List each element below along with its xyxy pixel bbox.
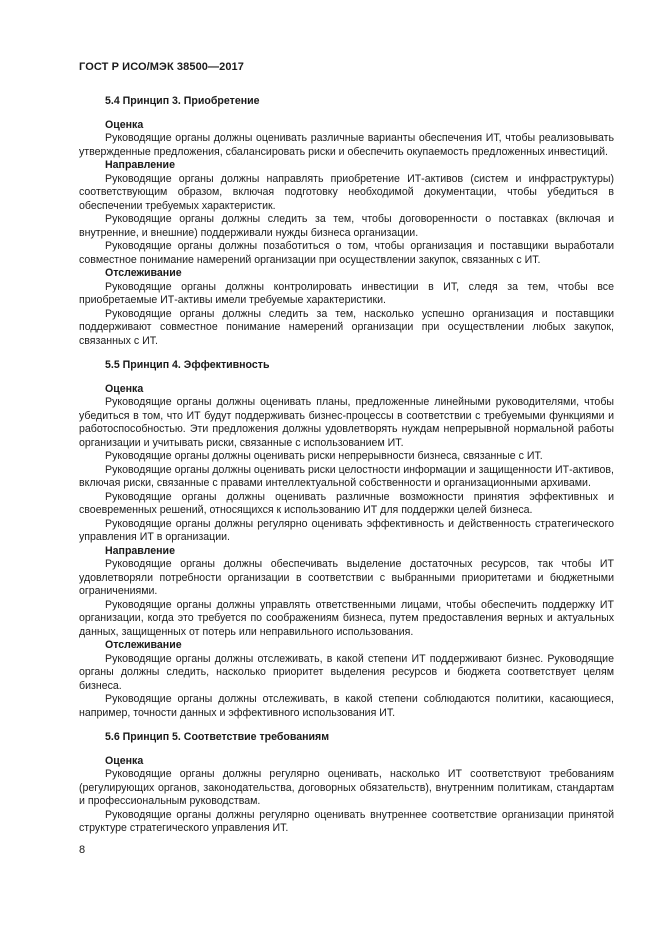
subheading-monitoring: Отслеживание — [105, 639, 182, 651]
section-5-5 — [79, 359, 614, 720]
subheading-monitoring: Отслеживание — [105, 267, 182, 279]
paragraph: Руководящие органы должны позаботиться о том, чтобы организация и поставщики выработали совместное понимание намерений организации при осуществлении закупок, связанных с ИТ. — [79, 240, 614, 266]
paragraph: Руководящие органы должны регулярно оценивать, насколько ИТ соответствуют требованиям (регулирующих органов, законодательства, договорных обязательств), внутренним политикам, стандартам и профессиональным руководствам. — [79, 768, 614, 807]
paragraph: Руководящие органы должны следить за тем, насколько успешно организация и поставщики поддерживают совместное понимание намерений организации при осуществлении любых закупок, связанных с ИТ. — [79, 307, 614, 347]
paragraph: Руководящие органы должны управлять ответственными лицами, чтобы обеспечить поддержку ИТ организации, когда это требуется по соображениям бизнеса, путем предоставления верных и актуальных данных, защищенных от потерь или неправильного использования. — [79, 598, 614, 638]
section-5-4 — [79, 95, 614, 348]
paragraph: Руководящие органы должны оценивать риски непрерывности бизнеса, связанные с ИТ. — [105, 450, 543, 462]
subheading-assessment: Оценка — [105, 118, 144, 131]
paragraph: Руководящие органы должны регулярно оценивать эффективность и действенность стратегического управления ИТ в организации. — [79, 517, 614, 543]
paragraph: Руководящие органы должны отслеживать, в какой степени соблюдаются политики, касающиеся, например, точности данных и эффективного использования ИТ. — [79, 693, 614, 719]
subheading-assessment: Оценка — [105, 754, 144, 767]
paragraph: Руководящие органы должны оценивать различные возможности принятия эффективных и своевременных решений, относящихся к использованию ИТ для поддержки целей бизнеса. — [79, 490, 614, 516]
subheading-direction: Направление — [105, 159, 175, 171]
subheading-direction: Направление — [105, 544, 175, 557]
paragraph: Руководящие органы должны регулярно оценивать внутреннее соответствие организации принятой структуре стратегического управления ИТ. — [79, 808, 614, 834]
paragraph: Руководящие органы должны оценивать риски целостности информации и защищенности ИТ-активов, включая риски, связанные с правами интеллектуальной собственности и организационными архивами. — [79, 463, 614, 489]
paragraph: Руководящие органы должны отслеживать, в какой степени ИТ поддерживают бизнес. Руководящие органы должны следить, насколько приоритет выделения ресурсов и бюджета соответствует целям бизнеса. — [79, 652, 614, 692]
section-title: 5.4 Принцип 3. Приобретение — [105, 95, 260, 107]
page-number: 8 — [79, 844, 86, 856]
paragraph: Руководящие органы должны следить за тем, чтобы договоренности о поставках (включая и внутренние, и внешние) поддерживали нужды бизнеса организации. — [79, 213, 614, 239]
section-title: 5.6 Принцип 5. Соответствие требованиям — [105, 731, 330, 743]
section-title: 5.5 Принцип 4. Эффективность — [105, 359, 270, 371]
document-body — [79, 95, 614, 836]
paragraph: Руководящие органы должны направлять приобретение ИТ-активов (систем и инфраструктуры) соответствующим образом, включая подготовку необходимой документации, чтобы убедиться в обеспечении требуемых характеристик. — [79, 172, 614, 212]
paragraph: Руководящие органы должны оценивать различные варианты обеспечения ИТ, чтобы реализовывать утвержденные предложения, сбалансировать риски и обеспечить окупаемость предложенных инвестиций. — [79, 132, 614, 158]
paragraph: Руководящие органы должны обеспечивать выделение достаточных ресурсов, так чтобы ИТ удовлетворяли потребности организации в соответствии с выбранными приоритетами и бюджетными ограничениями. — [79, 558, 614, 597]
standard-header: ГОСТ Р ИСО/МЭК 38500—2017 — [79, 61, 244, 73]
paragraph: Руководящие органы должны оценивать планы, предложенные линейными руководителями, чтобы убедиться в том, что ИТ будут поддерживать бизнес-процессы в соответствии с требуемыми функциями и работоспособностью. Эти предложения должны удовлетворять нуждам непрерывной нормальной работы организации и учитывать риски, связанные с использованием ИТ. — [79, 396, 614, 449]
section-5-6 — [79, 731, 614, 836]
paragraph: Руководящие органы должны контролировать инвестиции в ИТ, следя за тем, чтобы все приобретаемые ИТ-активы имели требуемые характеристики. — [79, 280, 614, 306]
subheading-assessment: Оценка — [105, 382, 144, 395]
